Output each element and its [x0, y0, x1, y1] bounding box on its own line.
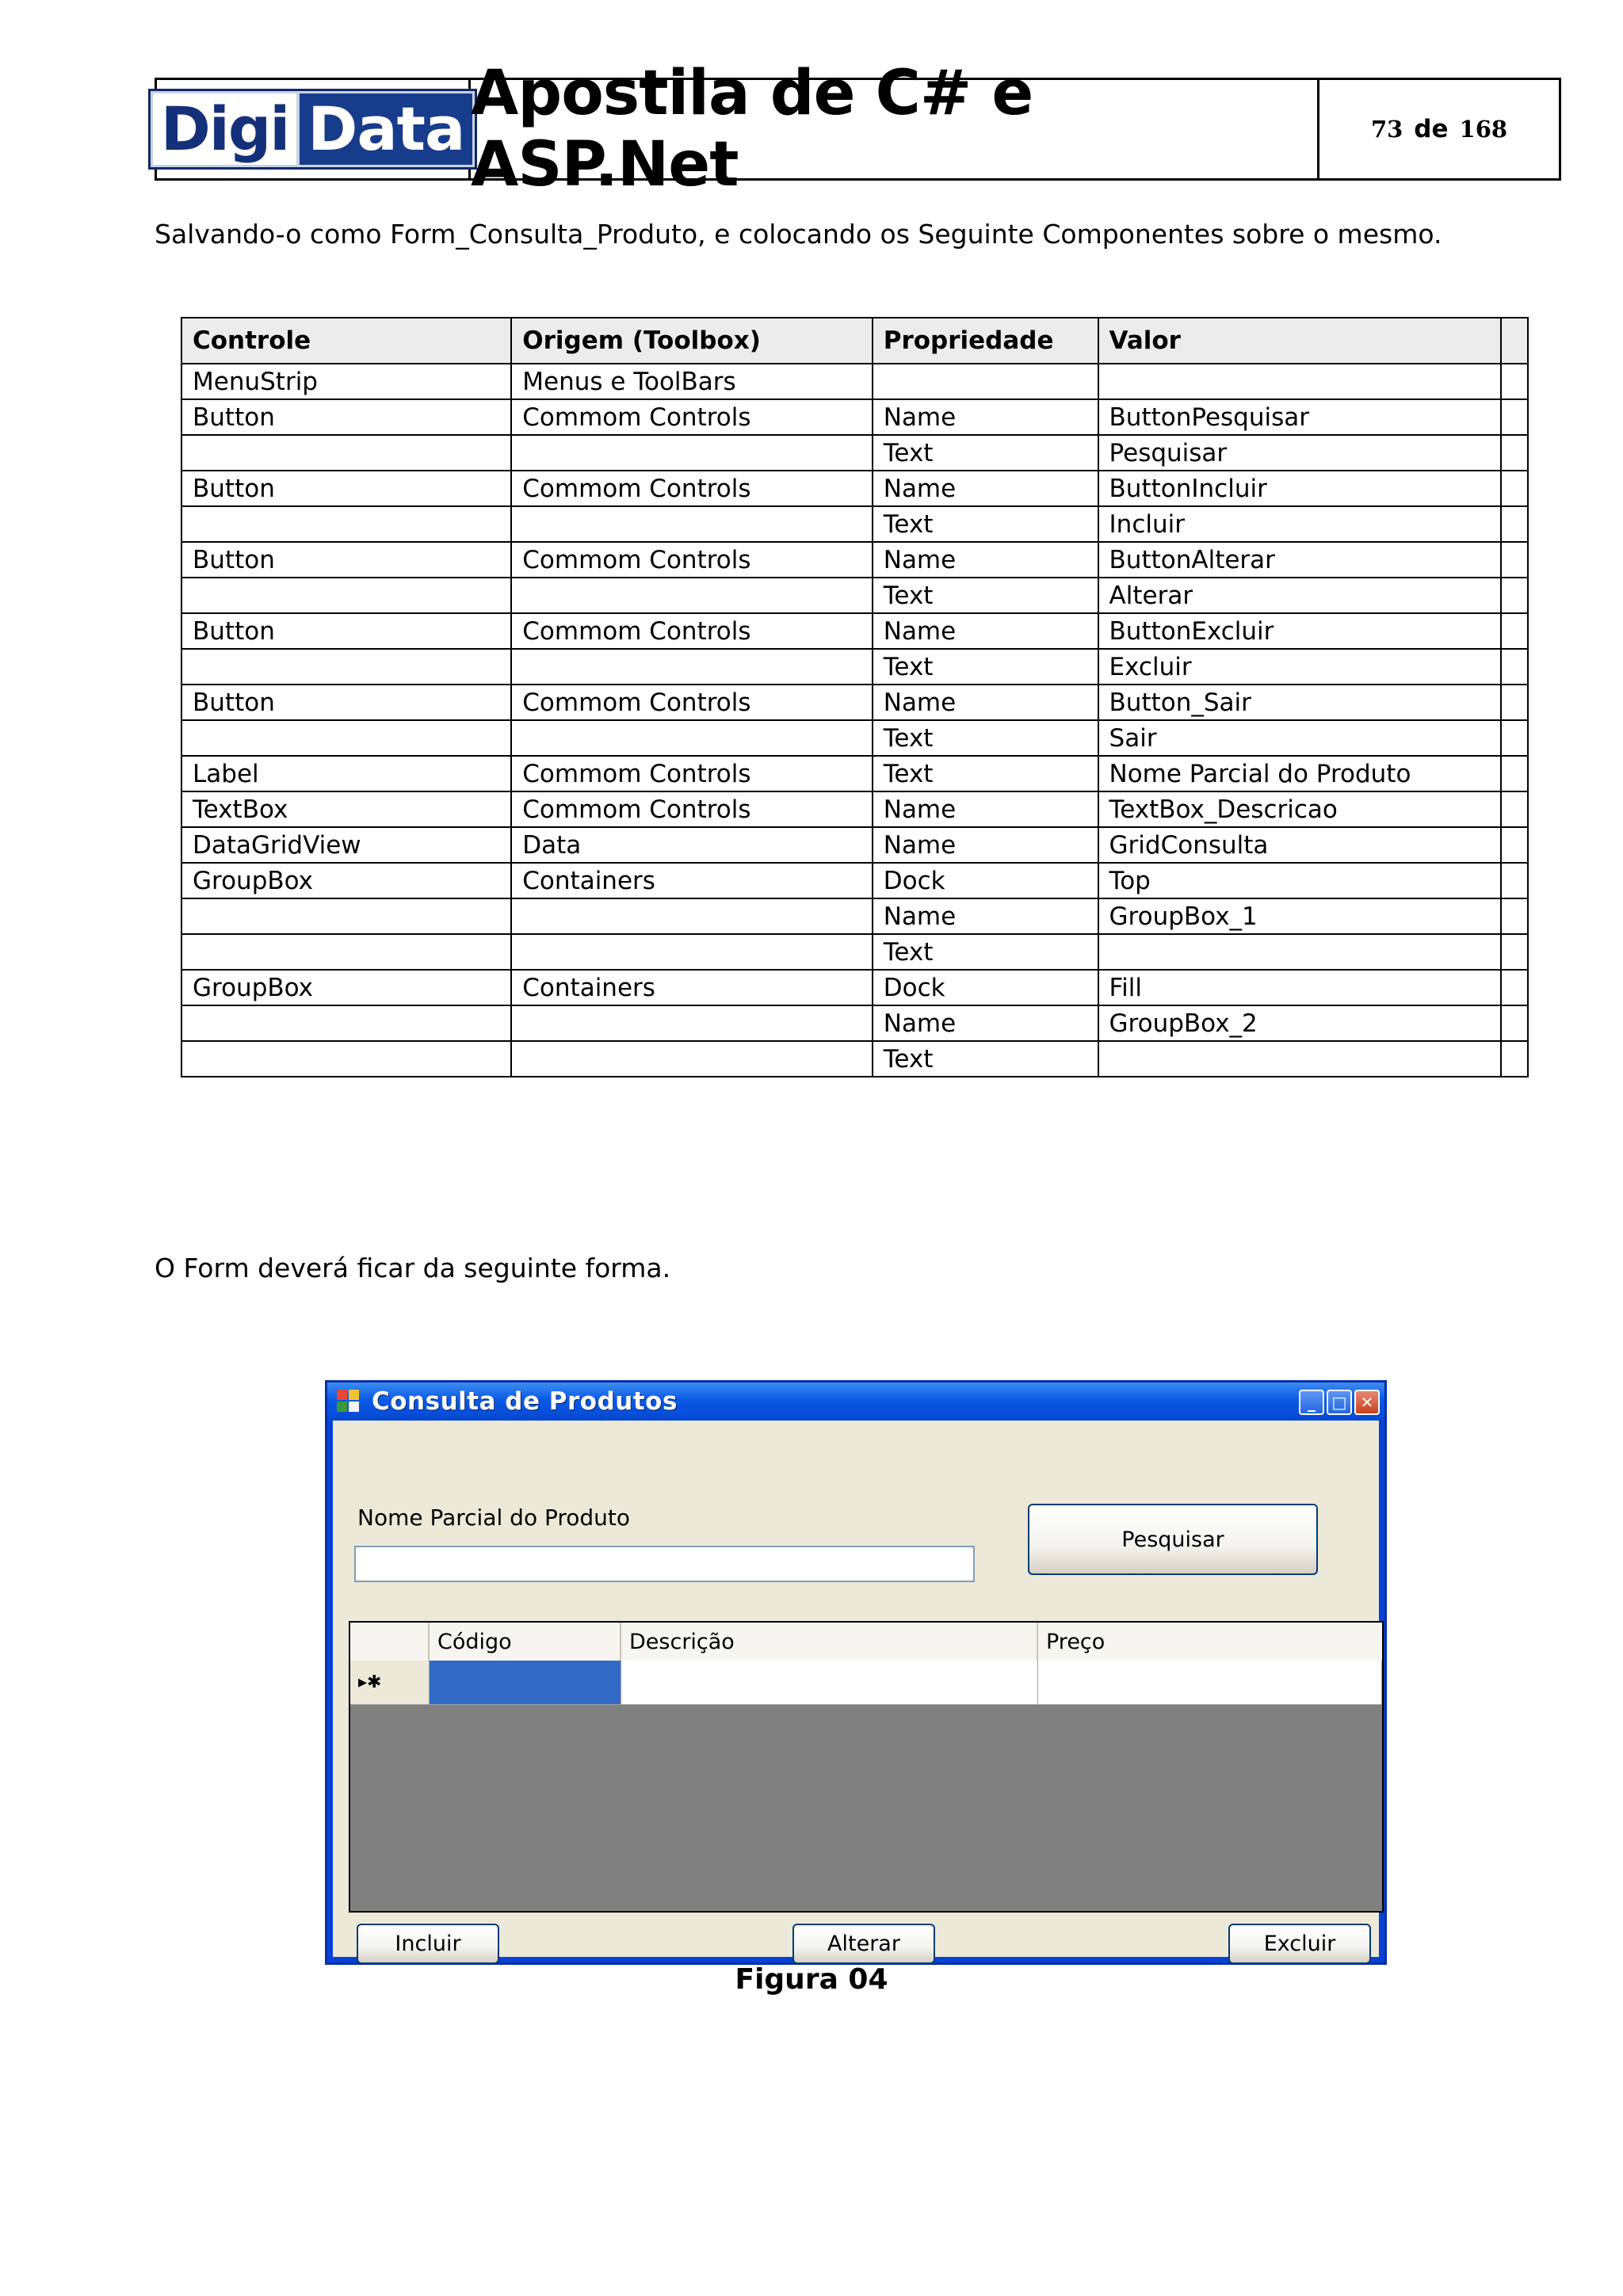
cell-controle: Button	[181, 471, 511, 506]
cell-extra	[1501, 649, 1528, 685]
cell-preco[interactable]	[1038, 1661, 1382, 1705]
cell-extra	[1501, 898, 1528, 934]
cell-origem: Containers	[511, 970, 872, 1005]
cell-valor: TextBox_Descricao	[1098, 791, 1502, 827]
cell-origem: Commom Controls	[511, 471, 872, 506]
cell-valor: Button_Sair	[1098, 685, 1502, 720]
cell-valor: ButtonAlterar	[1098, 542, 1502, 578]
cell-controle	[181, 898, 511, 934]
descricao-textbox[interactable]	[354, 1546, 975, 1582]
cell-origem	[511, 1005, 872, 1041]
cell-controle	[181, 578, 511, 613]
cell-origem: Menus e ToolBars	[511, 364, 872, 399]
cell-controle: MenuStrip	[181, 364, 511, 399]
window-titlebar[interactable]	[327, 1383, 1384, 1421]
table-row	[181, 364, 1528, 399]
cell-valor	[1098, 364, 1502, 399]
table-row	[181, 542, 1528, 578]
cell-extra	[1501, 435, 1528, 471]
incluir-button[interactable]: Incluir	[357, 1924, 499, 1964]
cell-valor: Incluir	[1098, 506, 1502, 542]
grid-header	[350, 1623, 1382, 1662]
cell-controle: TextBox	[181, 791, 511, 827]
cell-origem	[511, 898, 872, 934]
cell-codigo-selected[interactable]	[430, 1661, 621, 1705]
cell-propriedade: Name	[873, 1005, 1098, 1041]
cell-propriedade: Name	[873, 399, 1098, 435]
cell-origem	[511, 720, 872, 756]
consulta-produtos-window	[325, 1380, 1387, 1965]
page-total: 168	[1459, 116, 1508, 143]
table-row	[181, 791, 1528, 827]
cell-controle: Button	[181, 685, 511, 720]
cell-descricao[interactable]	[621, 1661, 1038, 1705]
cell-origem	[511, 435, 872, 471]
table-row	[181, 399, 1528, 435]
table-row	[181, 506, 1528, 542]
page-of: de	[1414, 115, 1449, 143]
cell-controle: Button	[181, 399, 511, 435]
cell-extra	[1501, 471, 1528, 506]
maximize-button[interactable]: □	[1327, 1390, 1352, 1415]
table-row	[181, 970, 1528, 1005]
cell-origem: Commom Controls	[511, 613, 872, 649]
cell-valor: GroupBox_1	[1098, 898, 1502, 934]
cell-controle: DataGridView	[181, 827, 511, 863]
cell-extra	[1501, 827, 1528, 863]
figure-caption: Figura 04	[735, 1963, 888, 1996]
window-title: Consulta de Produtos	[372, 1387, 678, 1416]
cell-controle	[181, 506, 511, 542]
cell-propriedade: Name	[873, 827, 1098, 863]
cell-valor: GroupBox_2	[1098, 1005, 1502, 1041]
cell-controle: GroupBox	[181, 863, 511, 898]
table-row	[181, 685, 1528, 720]
cell-origem	[511, 649, 872, 685]
cell-valor	[1098, 934, 1502, 970]
table-header-row	[181, 318, 1528, 364]
cell-propriedade: Text	[873, 578, 1098, 613]
cell-valor: GridConsulta	[1098, 827, 1502, 863]
cell-origem: Commom Controls	[511, 542, 872, 578]
cell-extra	[1501, 1041, 1528, 1077]
cell-extra	[1501, 756, 1528, 791]
cell-valor: Alterar	[1098, 578, 1502, 613]
header-controle: Controle	[181, 318, 511, 364]
pesquisar-button[interactable]: Pesquisar	[1028, 1504, 1318, 1575]
excluir-button[interactable]: Excluir	[1228, 1924, 1371, 1964]
cell-valor: ButtonPesquisar	[1098, 399, 1502, 435]
cell-propriedade: Name	[873, 542, 1098, 578]
header-valor: Valor	[1098, 318, 1502, 364]
cell-extra	[1501, 399, 1528, 435]
logo-data-text: Data	[300, 93, 472, 165]
cell-controle: Button	[181, 613, 511, 649]
cell-extra	[1501, 1005, 1528, 1041]
cell-controle	[181, 1005, 511, 1041]
row-header-new[interactable]: ▸✱	[350, 1661, 430, 1705]
cell-origem	[511, 578, 872, 613]
cell-extra	[1501, 863, 1528, 898]
logo-cell	[157, 80, 471, 178]
cell-extra	[1501, 542, 1528, 578]
cell-valor: Nome Parcial do Produto	[1098, 756, 1502, 791]
header-extra	[1501, 318, 1528, 364]
header-origem: Origem (Toolbox)	[511, 318, 872, 364]
window-controls	[1299, 1390, 1380, 1415]
cell-extra	[1501, 934, 1528, 970]
cell-valor: Pesquisar	[1098, 435, 1502, 471]
table-row	[181, 720, 1528, 756]
cell-extra	[1501, 720, 1528, 756]
close-button[interactable]: ✕	[1354, 1390, 1380, 1415]
cell-valor: Excluir	[1098, 649, 1502, 685]
minimize-button[interactable]: _	[1299, 1390, 1324, 1415]
table-row	[181, 471, 1528, 506]
cell-origem: Commom Controls	[511, 685, 872, 720]
cell-origem	[511, 1041, 872, 1077]
table-row	[181, 1041, 1528, 1077]
table-row	[181, 435, 1528, 471]
cell-valor: ButtonIncluir	[1098, 471, 1502, 506]
cell-propriedade: Text	[873, 720, 1098, 756]
page-header	[155, 58, 1561, 200]
table-body	[181, 364, 1528, 1077]
cell-controle	[181, 1041, 511, 1077]
cell-controle	[181, 435, 511, 471]
cell-origem: Commom Controls	[511, 399, 872, 435]
cell-extra	[1501, 578, 1528, 613]
cell-valor: Fill	[1098, 970, 1502, 1005]
column-descricao[interactable]: Descrição	[621, 1623, 1038, 1661]
cell-origem: Data	[511, 827, 872, 863]
table-row	[181, 1005, 1528, 1041]
grid-corner[interactable]	[350, 1623, 430, 1661]
table-row	[181, 863, 1528, 898]
cell-propriedade: Dock	[873, 863, 1098, 898]
intro-paragraph: Salvando-o como Form_Consulta_Produto, e colocando os Seguinte Componentes sobre o mesmo.	[155, 219, 1442, 250]
digidata-logo	[148, 89, 478, 170]
cell-extra	[1501, 613, 1528, 649]
components-table	[181, 317, 1529, 1077]
cell-extra	[1501, 791, 1528, 827]
cell-valor: Sair	[1098, 720, 1502, 756]
table-row	[181, 827, 1528, 863]
cell-propriedade: Name	[873, 685, 1098, 720]
column-preco[interactable]: Preço	[1046, 1629, 1106, 1654]
cell-controle	[181, 934, 511, 970]
cell-propriedade: Text	[873, 934, 1098, 970]
form-paragraph: O Form deverá ficar da seguinte forma.	[155, 1253, 671, 1283]
cell-valor: Top	[1098, 863, 1502, 898]
cell-propriedade: Text	[873, 506, 1098, 542]
cell-controle	[181, 649, 511, 685]
cell-origem: Containers	[511, 863, 872, 898]
cell-origem: Commom Controls	[511, 756, 872, 791]
cell-propriedade: Text	[873, 649, 1098, 685]
alterar-button[interactable]: Alterar	[792, 1924, 935, 1964]
table-row	[181, 898, 1528, 934]
window-client-area	[333, 1421, 1379, 1957]
cell-valor	[1098, 1041, 1502, 1077]
table-row	[181, 756, 1528, 791]
table-row	[181, 578, 1528, 613]
table-row	[181, 649, 1528, 685]
table-row	[181, 934, 1528, 970]
cell-propriedade: Name	[873, 471, 1098, 506]
cell-propriedade: Name	[873, 791, 1098, 827]
cell-propriedade: Text	[873, 435, 1098, 471]
cell-valor: ButtonExcluir	[1098, 613, 1502, 649]
cell-extra	[1501, 364, 1528, 399]
cell-extra	[1501, 506, 1528, 542]
cell-propriedade: Name	[873, 898, 1098, 934]
cell-propriedade: Name	[873, 613, 1098, 649]
page-current: 73	[1370, 116, 1403, 143]
cell-propriedade	[873, 364, 1098, 399]
cell-controle: GroupBox	[181, 970, 511, 1005]
table-row	[181, 613, 1528, 649]
page-number	[1319, 80, 1559, 178]
grid-consulta[interactable]	[349, 1621, 1384, 1913]
cell-propriedade: Text	[873, 756, 1098, 791]
cell-origem	[511, 934, 872, 970]
document-title: Apostila de C# e ASP.Net	[471, 80, 1319, 178]
cell-controle: Button	[181, 542, 511, 578]
nome-parcial-label: Nome Parcial do Produto	[357, 1505, 631, 1531]
logo-digi-text: Digi	[153, 93, 297, 165]
grid-new-row[interactable]	[350, 1661, 1382, 1705]
cell-propriedade: Dock	[873, 970, 1098, 1005]
column-codigo[interactable]: Código	[430, 1623, 621, 1661]
cell-origem	[511, 506, 872, 542]
cell-extra	[1501, 970, 1528, 1005]
cell-controle: Label	[181, 756, 511, 791]
form-icon	[337, 1390, 361, 1413]
cell-propriedade: Text	[873, 1041, 1098, 1077]
header-propriedade: Propriedade	[873, 318, 1098, 364]
cell-extra	[1501, 685, 1528, 720]
cell-controle	[181, 720, 511, 756]
cell-origem: Commom Controls	[511, 791, 872, 827]
